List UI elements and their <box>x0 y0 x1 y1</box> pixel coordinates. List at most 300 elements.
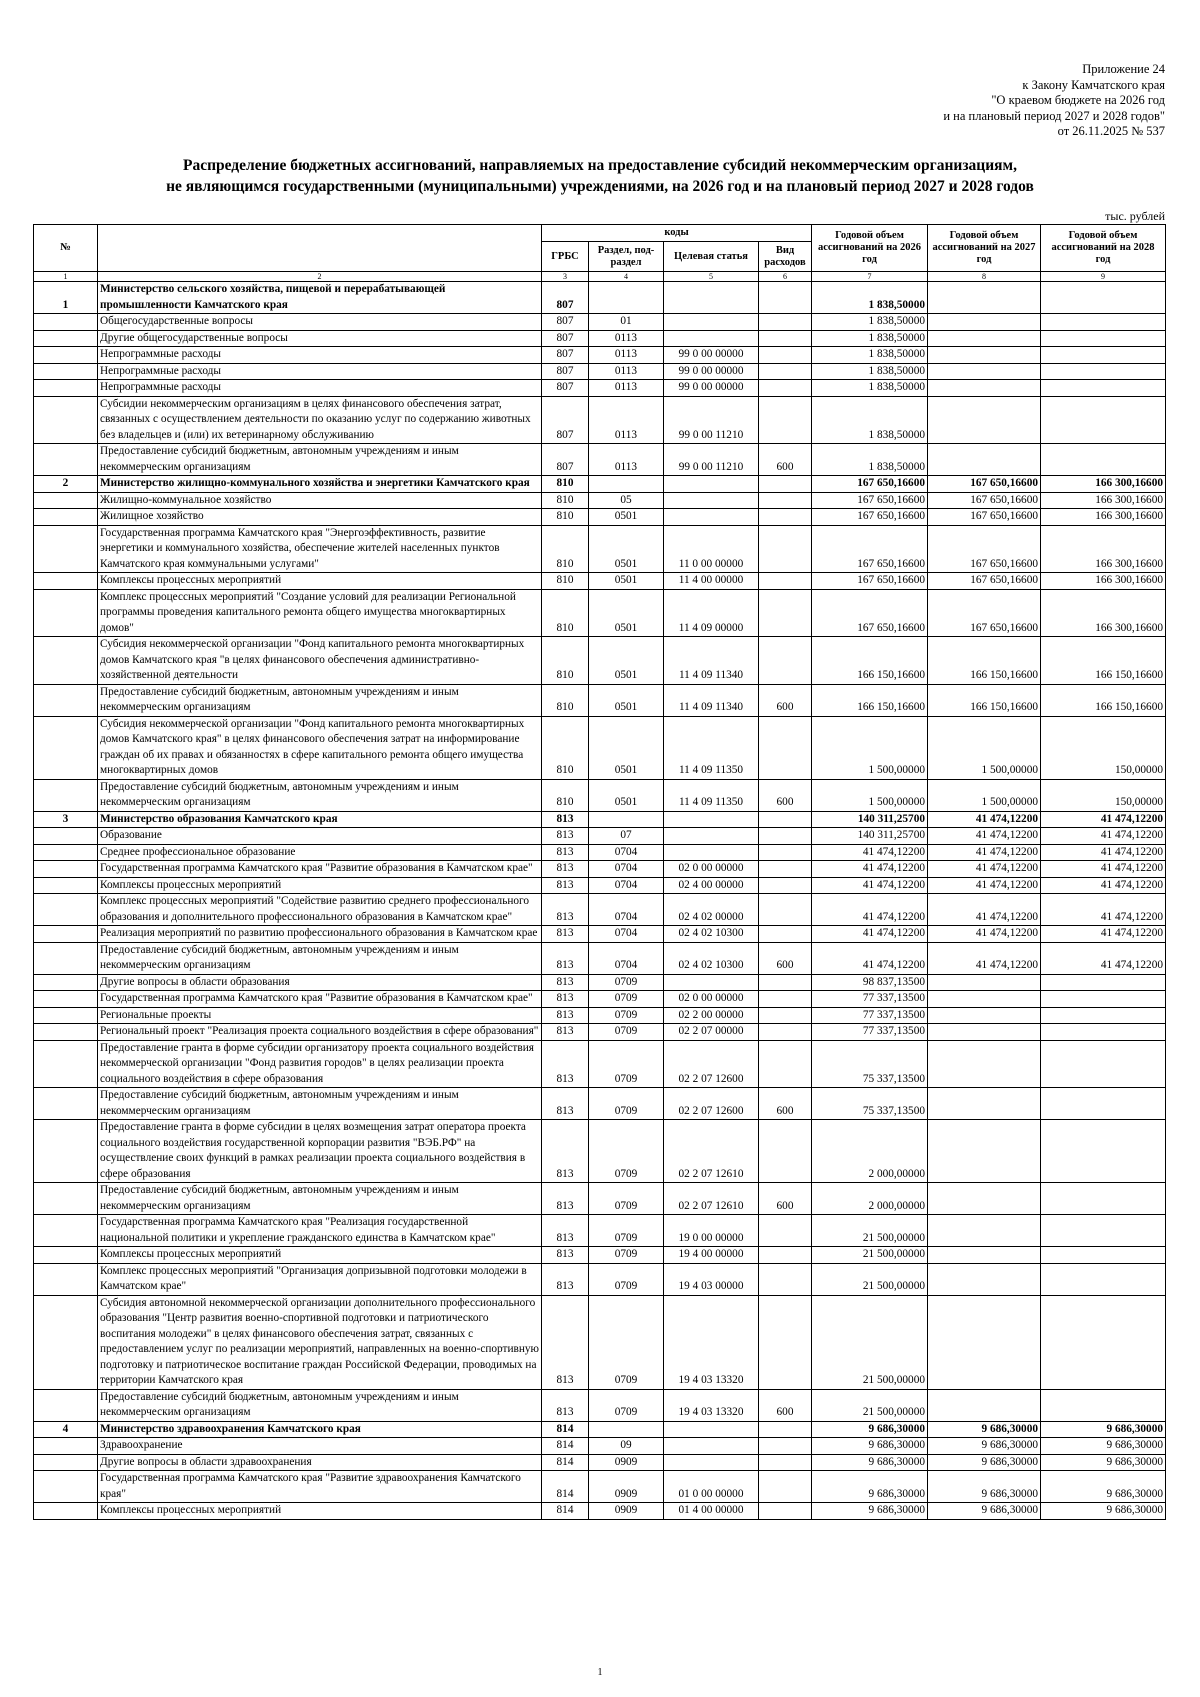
row-amount-2028 <box>1041 347 1166 364</box>
row-expense-type: 600 <box>759 1183 812 1215</box>
header-name <box>98 225 542 272</box>
row-expense-type <box>759 492 812 509</box>
row-section: 0704 <box>589 861 664 878</box>
row-number <box>34 1088 98 1120</box>
row-amount-2026: 41 474,12200 <box>812 861 928 878</box>
table-row <box>34 684 1166 716</box>
table-row <box>34 637 1166 685</box>
table-row <box>34 1040 1166 1088</box>
header-grbs: ГРБС <box>542 242 589 272</box>
row-expense-type <box>759 476 812 493</box>
row-amount-2026: 167 650,16600 <box>812 525 928 573</box>
row-name: Предоставление субсидий бюджетным, автономным учреждениям и иным некоммерческим организациям <box>98 942 542 974</box>
row-name: Общегосударственные вопросы <box>98 314 542 331</box>
row-name: Комплекс процессных мероприятий "Содействие развитию среднего профессионального образования и дополнительного профессионального образования в Камчатском крае" <box>98 894 542 926</box>
row-target-article: 02 2 07 12600 <box>664 1040 759 1088</box>
row-target-article <box>664 282 759 314</box>
row-number <box>34 1215 98 1247</box>
row-target-article: 11 4 09 00000 <box>664 589 759 637</box>
row-expense-type <box>759 1247 812 1264</box>
row-amount-2028 <box>1041 1389 1166 1421</box>
row-number: 2 <box>34 476 98 493</box>
row-amount-2026: 167 650,16600 <box>812 476 928 493</box>
row-target-article: 99 0 00 00000 <box>664 363 759 380</box>
row-expense-type <box>759 1295 812 1389</box>
row-expense-type <box>759 1263 812 1295</box>
row-amount-2026: 21 500,00000 <box>812 1247 928 1264</box>
row-amount-2028: 41 474,12200 <box>1041 811 1166 828</box>
row-grbs: 807 <box>542 396 589 444</box>
row-amount-2028 <box>1041 1007 1166 1024</box>
row-grbs: 807 <box>542 314 589 331</box>
row-section: 0704 <box>589 877 664 894</box>
row-amount-2026: 2 000,00000 <box>812 1120 928 1183</box>
row-amount-2028: 9 686,30000 <box>1041 1471 1166 1503</box>
row-number <box>34 1263 98 1295</box>
row-section: 0709 <box>589 1247 664 1264</box>
row-section: 05 <box>589 492 664 509</box>
table-row <box>34 380 1166 397</box>
row-target-article: 02 0 00 00000 <box>664 861 759 878</box>
row-number <box>34 894 98 926</box>
table-row <box>34 1471 1166 1503</box>
row-amount-2027: 1 500,00000 <box>928 716 1041 779</box>
row-amount-2027 <box>928 282 1041 314</box>
row-name: Жилищно-коммунальное хозяйство <box>98 492 542 509</box>
row-number <box>34 573 98 590</box>
row-amount-2027: 167 650,16600 <box>928 492 1041 509</box>
row-target-article: 19 4 03 13320 <box>664 1295 759 1389</box>
row-target-article <box>664 330 759 347</box>
row-section: 0501 <box>589 779 664 811</box>
row-amount-2027 <box>928 396 1041 444</box>
row-amount-2028: 166 300,16600 <box>1041 492 1166 509</box>
row-expense-type <box>759 573 812 590</box>
row-expense-type <box>759 347 812 364</box>
title-line-1: Распределение бюджетных ассигнований, направляемых на предоставление субсидий некоммерческим организациям, <box>182 157 1017 174</box>
row-expense-type: 600 <box>759 779 812 811</box>
row-expense-type <box>759 589 812 637</box>
row-number <box>34 844 98 861</box>
row-section: 01 <box>589 314 664 331</box>
row-amount-2027 <box>928 363 1041 380</box>
row-grbs: 813 <box>542 1263 589 1295</box>
row-amount-2027: 9 686,30000 <box>928 1454 1041 1471</box>
row-expense-type <box>759 828 812 845</box>
row-amount-2027: 41 474,12200 <box>928 861 1041 878</box>
row-amount-2026: 140 311,25700 <box>812 828 928 845</box>
table-row <box>34 1120 1166 1183</box>
row-target-article: 02 4 02 10300 <box>664 926 759 943</box>
row-grbs: 810 <box>542 684 589 716</box>
row-name: Жилищное хозяйство <box>98 509 542 526</box>
row-grbs: 813 <box>542 974 589 991</box>
row-expense-type <box>759 926 812 943</box>
row-target-article: 02 4 00 00000 <box>664 877 759 894</box>
row-amount-2027 <box>928 1024 1041 1041</box>
row-grbs: 814 <box>542 1438 589 1455</box>
row-grbs: 814 <box>542 1503 589 1520</box>
row-name: Субсидия автономной некоммерческой организации дополнительного профессионального образования "Центр развития военно-спортивной подготовки и патриотического воспитания молодежи" в целях финансового обеспечения затрат, связанных с предоставлением услуг по реализации мероприятий, направленных на военно-спортивную подготовку и патриотическое воспитание граждан Российской Федерации, проводимых на территории Камчатского края <box>98 1295 542 1389</box>
row-amount-2026: 1 500,00000 <box>812 716 928 779</box>
table-row <box>34 282 1166 314</box>
row-name: Комплекс процессных мероприятий "Создание условий для реализации Региональной программы проведения капитального ремонта общего имущества многоквартирных домов" <box>98 589 542 637</box>
row-expense-type <box>759 1471 812 1503</box>
row-amount-2026: 1 838,50000 <box>812 314 928 331</box>
row-name: Министерство здравоохранения Камчатского края <box>98 1421 542 1438</box>
row-section: 0709 <box>589 1040 664 1088</box>
row-section: 0501 <box>589 637 664 685</box>
row-grbs: 813 <box>542 1040 589 1088</box>
table-row <box>34 1215 1166 1247</box>
row-amount-2027: 41 474,12200 <box>928 894 1041 926</box>
row-amount-2027: 41 474,12200 <box>928 811 1041 828</box>
row-number <box>34 589 98 637</box>
row-amount-2026: 41 474,12200 <box>812 926 928 943</box>
row-expense-type <box>759 396 812 444</box>
row-section: 0709 <box>589 1007 664 1024</box>
table-row <box>34 894 1166 926</box>
row-amount-2028 <box>1041 1247 1166 1264</box>
table-row <box>34 396 1166 444</box>
row-amount-2026: 41 474,12200 <box>812 844 928 861</box>
row-target-article <box>664 492 759 509</box>
row-number <box>34 684 98 716</box>
row-amount-2026: 1 838,50000 <box>812 444 928 476</box>
row-expense-type: 600 <box>759 1088 812 1120</box>
row-number: 1 <box>34 282 98 314</box>
row-amount-2027 <box>928 1088 1041 1120</box>
page-number: 1 <box>597 1667 603 1678</box>
row-section: 0709 <box>589 1088 664 1120</box>
row-name: Государственная программа Камчатского края "Реализация государственной национальной политики и укрепление гражданского единства в Камчатском крае" <box>98 1215 542 1247</box>
row-amount-2028 <box>1041 1215 1166 1247</box>
row-section <box>589 1421 664 1438</box>
row-amount-2028 <box>1041 330 1166 347</box>
table-row <box>34 942 1166 974</box>
row-target-article: 19 4 03 00000 <box>664 1263 759 1295</box>
row-amount-2026: 9 686,30000 <box>812 1421 928 1438</box>
row-name: Комплексы процессных мероприятий <box>98 1503 542 1520</box>
row-grbs: 813 <box>542 1295 589 1389</box>
row-amount-2026: 75 337,13500 <box>812 1088 928 1120</box>
row-target-article: 99 0 00 00000 <box>664 380 759 397</box>
row-amount-2026: 41 474,12200 <box>812 877 928 894</box>
row-amount-2027 <box>928 1183 1041 1215</box>
row-grbs: 810 <box>542 509 589 526</box>
row-section: 09 <box>589 1438 664 1455</box>
table-row <box>34 716 1166 779</box>
row-section: 0113 <box>589 363 664 380</box>
row-number <box>34 1471 98 1503</box>
row-amount-2026: 140 311,25700 <box>812 811 928 828</box>
row-grbs: 813 <box>542 991 589 1008</box>
row-number <box>34 1503 98 1520</box>
row-amount-2027: 167 650,16600 <box>928 573 1041 590</box>
row-section: 0704 <box>589 926 664 943</box>
column-number: 1 <box>34 272 98 282</box>
row-amount-2027: 41 474,12200 <box>928 828 1041 845</box>
row-amount-2026: 1 838,50000 <box>812 347 928 364</box>
row-amount-2027 <box>928 1247 1041 1264</box>
row-amount-2028: 166 300,16600 <box>1041 525 1166 573</box>
row-section: 0113 <box>589 380 664 397</box>
row-number <box>34 444 98 476</box>
table-row <box>34 347 1166 364</box>
table-row <box>34 363 1166 380</box>
row-amount-2027 <box>928 1295 1041 1389</box>
row-amount-2027: 166 150,16600 <box>928 637 1041 685</box>
row-section: 0709 <box>589 1263 664 1295</box>
row-number <box>34 1007 98 1024</box>
row-amount-2028 <box>1041 380 1166 397</box>
row-amount-2026: 167 650,16600 <box>812 589 928 637</box>
row-expense-type: 600 <box>759 942 812 974</box>
row-name: Непрограммные расходы <box>98 380 542 397</box>
table-row <box>34 861 1166 878</box>
row-amount-2026: 166 150,16600 <box>812 637 928 685</box>
row-section: 07 <box>589 828 664 845</box>
row-grbs: 813 <box>542 1007 589 1024</box>
row-number <box>34 1389 98 1421</box>
row-target-article: 19 4 00 00000 <box>664 1247 759 1264</box>
row-target-article: 02 2 07 00000 <box>664 1024 759 1041</box>
row-name: Государственная программа Камчатского края "Развитие образования в Камчатском крае" <box>98 861 542 878</box>
header-section: Раздел, под-раздел <box>589 242 664 272</box>
row-section: 0501 <box>589 589 664 637</box>
row-amount-2028 <box>1041 1183 1166 1215</box>
row-target-article: 02 2 07 12610 <box>664 1120 759 1183</box>
row-expense-type <box>759 314 812 331</box>
row-expense-type <box>759 1040 812 1088</box>
row-target-article: 11 4 00 00000 <box>664 573 759 590</box>
column-number: 6 <box>759 272 812 282</box>
row-amount-2028: 41 474,12200 <box>1041 926 1166 943</box>
units-label: тыс. рублей <box>1105 209 1165 223</box>
row-section: 0709 <box>589 1120 664 1183</box>
row-number <box>34 861 98 878</box>
row-target-article: 11 4 09 11350 <box>664 779 759 811</box>
row-grbs: 813 <box>542 861 589 878</box>
row-number <box>34 347 98 364</box>
row-section: 0113 <box>589 330 664 347</box>
row-target-article: 11 0 00 00000 <box>664 525 759 573</box>
row-amount-2026: 1 838,50000 <box>812 363 928 380</box>
row-name: Комплексы процессных мероприятий <box>98 1247 542 1264</box>
row-section: 0709 <box>589 1295 664 1389</box>
row-number <box>34 1295 98 1389</box>
row-amount-2026: 9 686,30000 <box>812 1438 928 1455</box>
row-name: Государственная программа Камчатского края "Энергоэффективность, развитие энергетики и коммунального хозяйства, обеспечение жителей населенных пунктов Камчатского края коммунальными услугами" <box>98 525 542 573</box>
row-grbs: 813 <box>542 811 589 828</box>
row-name: Непрограммные расходы <box>98 347 542 364</box>
row-amount-2027: 41 474,12200 <box>928 877 1041 894</box>
row-amount-2027 <box>928 444 1041 476</box>
row-name: Предоставление субсидий бюджетным, автономным учреждениям и иным некоммерческим организациям <box>98 1088 542 1120</box>
row-amount-2027: 9 686,30000 <box>928 1503 1041 1520</box>
row-amount-2028: 41 474,12200 <box>1041 942 1166 974</box>
row-expense-type <box>759 974 812 991</box>
row-grbs: 810 <box>542 525 589 573</box>
appendix-header <box>943 62 1165 140</box>
table-row <box>34 476 1166 493</box>
row-name: Здравоохранение <box>98 1438 542 1455</box>
row-amount-2028: 9 686,30000 <box>1041 1454 1166 1471</box>
row-expense-type: 600 <box>759 444 812 476</box>
row-amount-2028 <box>1041 1120 1166 1183</box>
column-number: 8 <box>928 272 1041 282</box>
row-number <box>34 1024 98 1041</box>
header-2027: Годовой объем ассигнований на 2027 год <box>928 225 1041 272</box>
row-amount-2028: 41 474,12200 <box>1041 844 1166 861</box>
row-amount-2026: 41 474,12200 <box>812 894 928 926</box>
row-amount-2027 <box>928 1263 1041 1295</box>
row-name: Предоставление субсидий бюджетным, автономным учреждениям и иным некоммерческим организациям <box>98 1183 542 1215</box>
row-name: Другие вопросы в области здравоохранения <box>98 1454 542 1471</box>
row-target-article: 19 4 03 13320 <box>664 1389 759 1421</box>
row-amount-2028 <box>1041 1295 1166 1389</box>
row-name: Комплексы процессных мероприятий <box>98 573 542 590</box>
row-amount-2027: 1 500,00000 <box>928 779 1041 811</box>
row-section: 0113 <box>589 396 664 444</box>
row-name: Министерство жилищно-коммунального хозяйства и энергетики Камчатского края <box>98 476 542 493</box>
row-expense-type <box>759 991 812 1008</box>
row-number <box>34 1247 98 1264</box>
row-amount-2028: 41 474,12200 <box>1041 861 1166 878</box>
column-number: 9 <box>1041 272 1166 282</box>
row-grbs: 813 <box>542 1215 589 1247</box>
row-expense-type <box>759 380 812 397</box>
row-grbs: 807 <box>542 363 589 380</box>
row-amount-2026: 1 838,50000 <box>812 396 928 444</box>
column-number: 7 <box>812 272 928 282</box>
row-section <box>589 282 664 314</box>
row-amount-2027: 167 650,16600 <box>928 476 1041 493</box>
row-section: 0501 <box>589 509 664 526</box>
row-name: Другие вопросы в области образования <box>98 974 542 991</box>
row-amount-2028 <box>1041 363 1166 380</box>
appendix-line: Приложение 24 <box>1082 62 1165 76</box>
appendix-line: от 26.11.2025 № 537 <box>1057 124 1165 138</box>
row-amount-2027: 9 686,30000 <box>928 1421 1041 1438</box>
row-expense-type <box>759 1454 812 1471</box>
row-grbs: 813 <box>542 877 589 894</box>
row-section <box>589 811 664 828</box>
row-expense-type <box>759 637 812 685</box>
row-name: Предоставление субсидий бюджетным, автономным учреждениям и иным некоммерческим организациям <box>98 1389 542 1421</box>
row-section: 0113 <box>589 347 664 364</box>
row-number <box>34 525 98 573</box>
row-grbs: 814 <box>542 1454 589 1471</box>
table-row <box>34 974 1166 991</box>
row-section: 0113 <box>589 444 664 476</box>
row-target-article <box>664 476 759 493</box>
row-number <box>34 877 98 894</box>
row-amount-2027: 167 650,16600 <box>928 509 1041 526</box>
row-number <box>34 396 98 444</box>
header-exp-type: Вид расходов <box>759 242 812 272</box>
row-target-article <box>664 1438 759 1455</box>
row-amount-2028 <box>1041 991 1166 1008</box>
table-row <box>34 492 1166 509</box>
row-number <box>34 974 98 991</box>
row-amount-2026: 167 650,16600 <box>812 509 928 526</box>
row-grbs: 810 <box>542 716 589 779</box>
row-grbs: 814 <box>542 1471 589 1503</box>
table-row <box>34 828 1166 845</box>
row-amount-2028 <box>1041 1088 1166 1120</box>
row-amount-2028 <box>1041 444 1166 476</box>
row-name: Государственная программа Камчатского края "Развитие здравоохранения Камчатского края" <box>98 1471 542 1503</box>
row-name: Министерство сельского хозяйства, пищевой и перерабатывающей промышленности Камчатского края <box>98 282 542 314</box>
row-amount-2026: 21 500,00000 <box>812 1389 928 1421</box>
row-number <box>34 330 98 347</box>
row-number <box>34 926 98 943</box>
row-grbs: 813 <box>542 894 589 926</box>
row-target-article <box>664 844 759 861</box>
row-expense-type <box>759 894 812 926</box>
row-grbs: 813 <box>542 828 589 845</box>
row-amount-2028 <box>1041 314 1166 331</box>
row-number <box>34 716 98 779</box>
row-amount-2028: 166 300,16600 <box>1041 589 1166 637</box>
row-target-article <box>664 509 759 526</box>
header-target: Целевая статья <box>664 242 759 272</box>
table-row <box>34 573 1166 590</box>
table-row <box>34 314 1166 331</box>
row-name: Государственная программа Камчатского края "Развитие образования в Камчатском крае" <box>98 991 542 1008</box>
row-amount-2028: 9 686,30000 <box>1041 1438 1166 1455</box>
row-expense-type <box>759 844 812 861</box>
row-section: 0709 <box>589 1389 664 1421</box>
row-amount-2026: 167 650,16600 <box>812 573 928 590</box>
row-amount-2026: 98 837,13500 <box>812 974 928 991</box>
row-name: Региональный проект "Реализация проекта социального воздействия в сфере образования" <box>98 1024 542 1041</box>
row-section: 0704 <box>589 942 664 974</box>
row-expense-type: 600 <box>759 684 812 716</box>
row-expense-type <box>759 363 812 380</box>
row-name: Предоставление гранта в форме субсидии организатору проекта социального воздействия некоммерческой организации "Фонд развития городов" в целях реализации проекта социального воздействия в сфере образования <box>98 1040 542 1088</box>
table-row <box>34 991 1166 1008</box>
row-amount-2027 <box>928 974 1041 991</box>
row-grbs: 810 <box>542 589 589 637</box>
row-amount-2027: 41 474,12200 <box>928 926 1041 943</box>
row-number <box>34 363 98 380</box>
row-name: Предоставление субсидий бюджетным, автономным учреждениям и иным некоммерческим организациям <box>98 444 542 476</box>
table-row <box>34 811 1166 828</box>
row-amount-2027: 9 686,30000 <box>928 1438 1041 1455</box>
row-amount-2027: 9 686,30000 <box>928 1471 1041 1503</box>
row-amount-2027 <box>928 1389 1041 1421</box>
header-2026: Годовой объем ассигнований на 2026 год <box>812 225 928 272</box>
row-target-article <box>664 1421 759 1438</box>
row-name: Комплексы процессных мероприятий <box>98 877 542 894</box>
row-expense-type <box>759 1503 812 1520</box>
row-name: Комплекс процессных мероприятий "Организация допризывной подготовки молодежи в Камчатском крае" <box>98 1263 542 1295</box>
row-amount-2028: 166 150,16600 <box>1041 684 1166 716</box>
row-amount-2026: 9 686,30000 <box>812 1454 928 1471</box>
table-row <box>34 525 1166 573</box>
row-grbs: 813 <box>542 1120 589 1183</box>
row-name: Субсидии некоммерческим организациям в целях финансового обеспечения затрат, связанных с осуществлением деятельности по оказанию услуг по содержанию животных без владельцев и (или) их ветеринарному обслуживанию <box>98 396 542 444</box>
row-section: 0709 <box>589 991 664 1008</box>
row-number <box>34 828 98 845</box>
header-number: № <box>34 225 98 272</box>
row-amount-2026: 2 000,00000 <box>812 1183 928 1215</box>
row-amount-2028 <box>1041 282 1166 314</box>
table-row <box>34 509 1166 526</box>
row-name: Министерство образования Камчатского края <box>98 811 542 828</box>
